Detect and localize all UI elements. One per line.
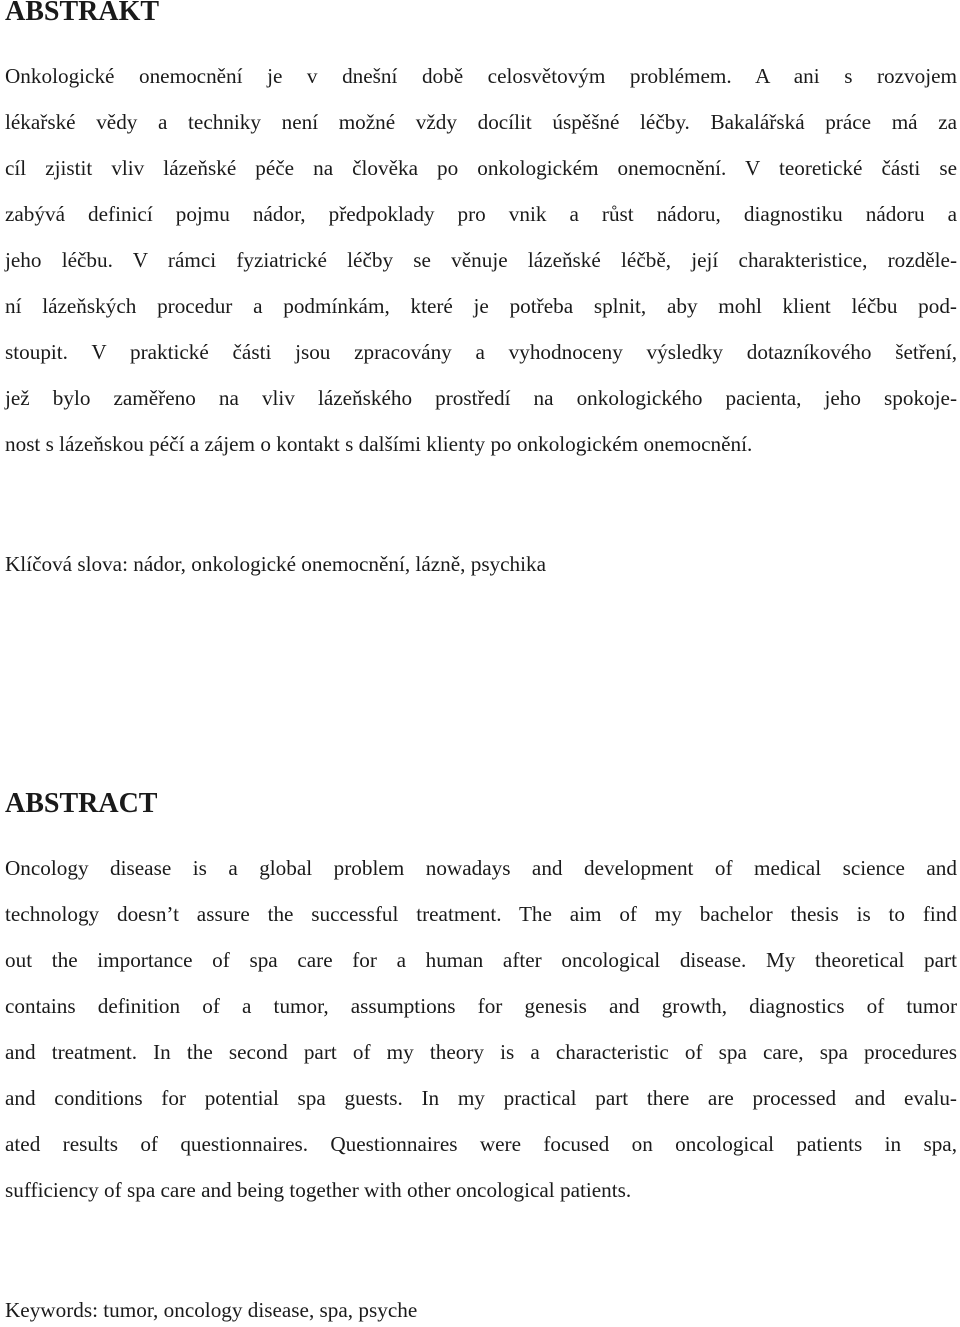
abstract-heading-english: ABSTRACT xyxy=(5,788,158,819)
abstract-paragraph-english xyxy=(5,845,957,1213)
paragraph-line: ated results of questionnaires. Questionnaires were focused on oncological patients in spa, xyxy=(5,1132,957,1156)
abstract-paragraph-czech xyxy=(5,53,957,467)
paragraph-line: out the importance of spa care for a human after oncological disease. My theoretical part xyxy=(5,948,957,972)
paragraph-line: zabývá definicí pojmu nádor, předpoklady pro vnik a růst nádoru, diagnostiku nádoru a xyxy=(5,202,957,226)
paragraph-line: nost s lázeňskou péčí a zájem o kontakt s dalšími klienty po onkologickém onemocnění. xyxy=(5,432,753,456)
paragraph-line: technology doesn’t assure the successful treatment. The aim of my bachelor thesis is to find xyxy=(5,902,957,926)
paragraph-line: ní lázeňských procedur a podmínkám, které je potřeba splnit, aby mohl klient léčbu pod- xyxy=(5,294,957,318)
paragraph-line: Oncology disease is a global problem nowadays and development of medical science and xyxy=(5,856,957,880)
paragraph-line: jež bylo zaměřeno na vliv lázeňského prostředí na onkologického pacienta, jeho spokoje- xyxy=(5,386,957,410)
paragraph-line: and conditions for potential spa guests. In my practical part there are processed and evalu- xyxy=(5,1086,957,1110)
paragraph-line: jeho léčbu. V rámci fyziatrické léčby se věnuje lázeňské léčbě, její charakteristice, rozděle- xyxy=(5,248,957,272)
keywords-english: Keywords: tumor, oncology disease, spa, psyche xyxy=(5,1298,418,1322)
paragraph-line: lékařské vědy a techniky není možné vždy docílit úspěšné léčby. Bakalářská práce má za xyxy=(5,110,957,134)
paragraph-line: Onkologické onemocnění je v dnešní době celosvětovým problémem. A ani s rozvojem xyxy=(5,64,957,88)
abstract-heading-czech: ABSTRAKT xyxy=(5,0,160,27)
paragraph-line: sufficiency of spa care and being together with other oncological patients. xyxy=(5,1178,632,1202)
keywords-czech: Klíčová slova: nádor, onkologické onemocnění, lázně, psychika xyxy=(5,552,547,576)
paragraph-line: stoupit. V praktické části jsou zpracovány a vyhodnoceny výsledky dotazníkového šetření, xyxy=(5,340,957,364)
paragraph-line: cíl zjistit vliv lázeňské péče na člověka po onkologickém onemocnění. V teoretické části se xyxy=(5,156,957,180)
paragraph-line: contains definition of a tumor, assumptions for genesis and growth, diagnostics of tumor xyxy=(5,994,957,1018)
paragraph-line: and treatment. In the second part of my theory is a characteristic of spa care, spa procedures xyxy=(5,1040,957,1064)
